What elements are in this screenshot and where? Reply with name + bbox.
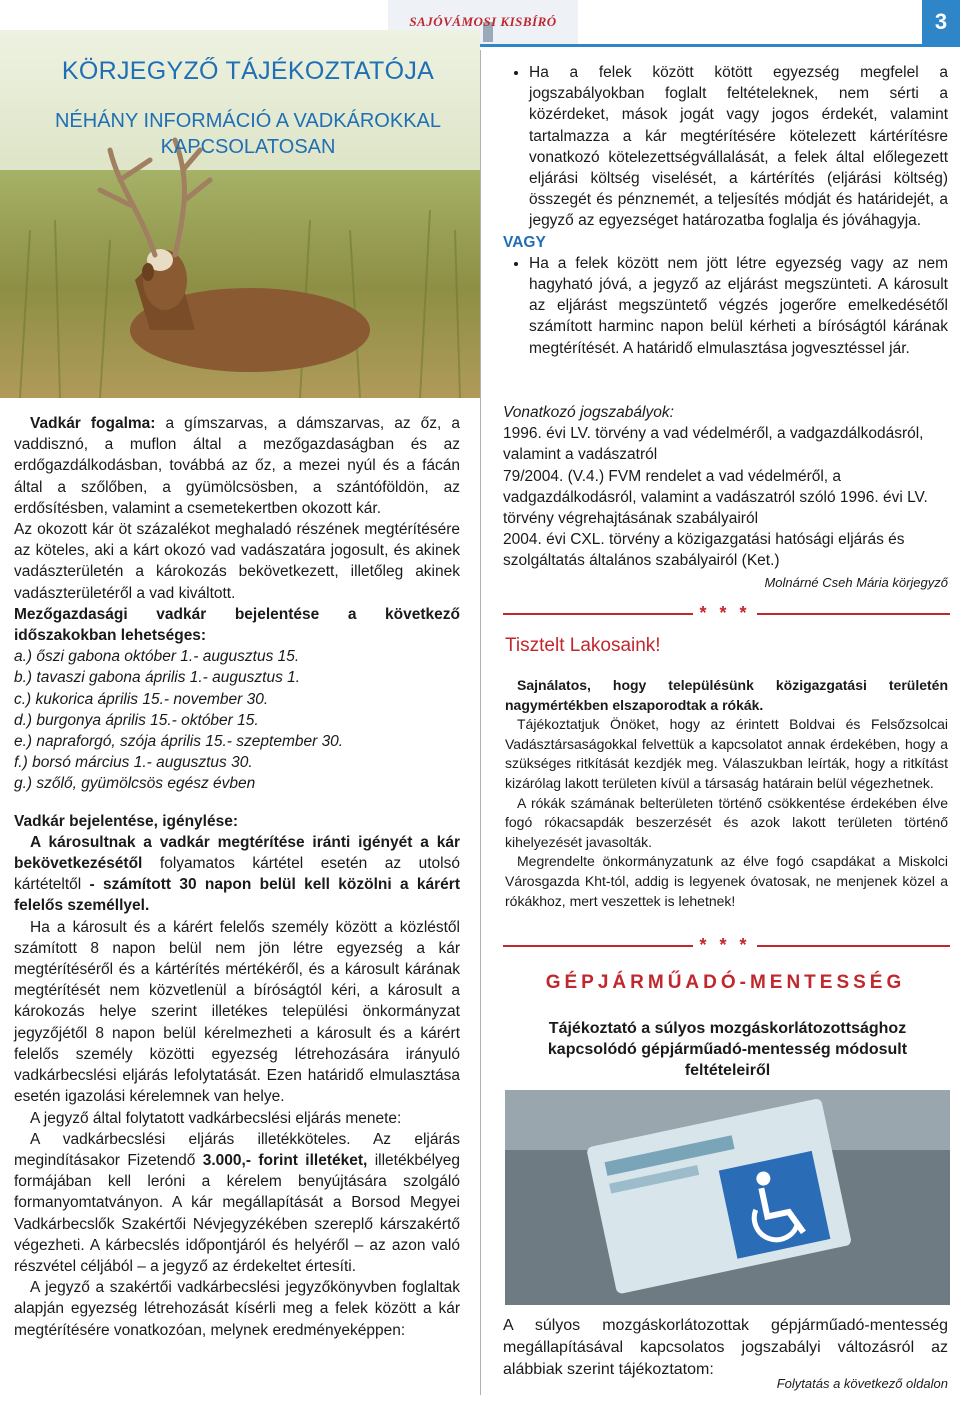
outcome-list-2 bbox=[503, 253, 948, 359]
fee-text-c: illetékbélyeg formájában kell leróni a kérelem benyújtására szolgáló formanyomtatványon. A kár megállapítását a Borsod Megyei Vadkárbecslők Szakértői Névjegyzékében szereplő kárszakértő végezheti. A kárbecslés időpontjáról és helyéről – az azon való részvétel céljából – a jegyző az érdekeltet értesíti. bbox=[14, 1151, 460, 1275]
period-item: a.) őszi gabona október 1.- augusztus 15. bbox=[14, 648, 300, 666]
signature: Molnárné Cseh Mária körjegyző bbox=[764, 574, 948, 590]
left-column-text bbox=[14, 413, 460, 1341]
claim-text-a: A károsultnak a vadkár megtérítése iránti igényét a kár bekövetkezésétől bbox=[14, 833, 460, 873]
vehicle-tax-subtitle: Tájékoztató a súlyos mozgáskorlátozottsághoz kapcsolódó gépjárműadó-mentesség módosult feltételeiről bbox=[547, 1020, 908, 1079]
periods-heading: Mezőgazdasági vadkár bejelentése a következő időszakokban lehetséges: bbox=[14, 605, 460, 645]
outcome-terminated: • Ha a felek között nem jött létre egyezség vagy az nem hagyható jóvá, a jegyző az eljárást megszünteti. A károsult az eljárást megszüntető végzés jogerőre emelkedésétől számított harminc napon belül kérheti a bíróságtól kárának megtérítését. A határidő elmulasztása jogvesztéssel jár. bbox=[529, 253, 948, 359]
or-label: VAGY bbox=[503, 233, 546, 251]
separator-stars: * * * bbox=[699, 603, 751, 623]
claim-text-b: folyamatos kártétel esetén az utolsó kártételtől bbox=[14, 855, 460, 894]
laws-heading: Vonatkozó jogszabályok: bbox=[503, 404, 674, 421]
fox-notice bbox=[505, 676, 948, 911]
fox-paragraph: Tájékoztatjuk Önöket, hogy az érintett Boldvai és Felsőzsolcai Vadásztársaságokkal felvettük a kapcsolatot annak érdekében, hogy a szükséges ritkítását kezdjék meg. Válaszukban leírták, hogy a ritkítást kizárólag lakott területen kívül a társaság határain belül végezhetnek. bbox=[505, 716, 948, 791]
law-item: 1996. évi LV. törvény a vad védelméről, a vadgazdálkodásról, valamint a vadászatról bbox=[503, 425, 924, 464]
period-item: c.) kukorica április 15.- november 30. bbox=[14, 690, 269, 708]
separator-stars: * * * bbox=[699, 935, 751, 955]
claim-paragraph bbox=[14, 832, 460, 917]
greeting-heading: Tisztelt Lakosaink! bbox=[505, 635, 661, 656]
laws-block bbox=[503, 402, 948, 593]
procedure-heading: A jegyző által folytatott vadkárbecslési eljárás menete: bbox=[30, 1109, 402, 1127]
period-item: e.) napraforgó, szója április 15.- szeptember 30. bbox=[14, 733, 344, 751]
continued-note: Folytatás a következő oldalon bbox=[776, 1376, 948, 1391]
procedure-paragraph: Ha a károsult és a kárért felelős személy között a közléstől számított 8 napon belül nem jön létre egyezség a kár megtérítéséről és a kártérítés mértékéről, és a károsult kárának megtérítését nem közvetlenül a bíróságtól kéri, a károsult a károkozás helye szerint illetékes települési önkormányzat jegyzőjétől 8 napon belül kérelmezheti a károsult és a kárért felelős személy közötti egyezség létrehozására irányuló vadkárbecslési eljárás lefolytatását. Ezen határidő elmulasztása esetén igazolási kérelemnek van helye. bbox=[14, 918, 460, 1106]
claim-heading: Vadkár bejelentése, igénylése: bbox=[14, 812, 239, 830]
separator-right bbox=[757, 945, 950, 947]
separator-right bbox=[757, 613, 950, 615]
period-item: d.) burgonya április 15.- október 15. bbox=[14, 711, 259, 729]
subtitle-line-1: NÉHÁNY INFORMÁCIÓ A VADKÁROKKAL bbox=[54, 110, 442, 132]
definition-paragraph bbox=[14, 413, 460, 519]
separator-left bbox=[503, 613, 693, 615]
fee-text-a: A vadkárbecslési eljárás illetékköteles. Az eljárás megindításakor Fizetendő bbox=[14, 1130, 460, 1169]
vehicle-tax-text: A súlyos mozgáskorlátozottak gépjárműadó-mentesség megállapításával kapcsolatos jogszabályi változásról az alábbiak szerint tájékoztatom: bbox=[503, 1317, 948, 1378]
period-item: b.) tavaszi gabona április 1.- augusztus 1. bbox=[14, 669, 301, 687]
header-rule bbox=[578, 44, 960, 47]
periods-list bbox=[14, 646, 460, 794]
right-column-outcomes bbox=[503, 62, 948, 359]
law-item: 2004. évi CXL. törvény a közigazgatási hatósági eljárás és szolgáltatás általános szabályairól (Ket.) bbox=[503, 531, 905, 570]
definition-label: Vadkár fogalma: bbox=[30, 415, 156, 432]
law-item: 79/2004. (V.4.) FVM rendelet a vad védelméről, a vadgazdálkodásról, valamint a vadászatról szóló 1996. évi LV. törvény végrehajtásának szabályairól bbox=[503, 467, 928, 528]
period-item: f.) borsó március 1.- augusztus 30. bbox=[14, 754, 253, 772]
claim-text-c: - számított 30 napon belül kell közölni a kárért felelős személlyel. bbox=[14, 876, 460, 915]
article-subtitle bbox=[28, 108, 468, 160]
masthead-title: SAJÓVÁMOSI KISBÍRÓ bbox=[409, 14, 557, 29]
page-number: 3 bbox=[922, 0, 960, 44]
period-item: g.) szőlő, gyümölcsös egész évben bbox=[14, 775, 256, 793]
liability-paragraph: Az okozott kár öt százalékot meghaladó részének megtérítésére az köteles, aki a kárt okozó vad vadászatára jogosult, és akinek vadászterületén a károkozás bekövetkezett, illetőleg akinek vadászterületéről a vad kiváltott. bbox=[14, 521, 460, 602]
fox-paragraph: A rókák számának belterületen történő csökkentése érdekében élve fogó rókacsapdák beszerzését és azok lakott területen történő kihelyezését javasolták. bbox=[505, 794, 948, 850]
vehicle-tax-title: GÉPJÁRMŰADÓ-MENTESSÉG bbox=[545, 972, 906, 993]
parking-permit-photo bbox=[505, 1090, 950, 1305]
definition-text: a gímszarvas, a dámszarvas, az őz, a vaddisznó, a muflon által a mezőgazdaságban és az erdőgazdálkodásban, továbbá az őz, a mezei nyúl és a fácán által a szőlőben, a gyümölcsösben, a szántóföldön, az erdősítésben, valamint a csemetekertben okozott kár. bbox=[14, 415, 460, 517]
article-title: KÖRJEGYZŐ TÁJÉKOZTATÓJA bbox=[61, 57, 435, 85]
fee-amount: 3.000,- forint illetéket, bbox=[202, 1151, 368, 1169]
settlement-paragraph: A jegyző a szakértői vadkárbecslési jegyzőkönyvben foglaltak alapján egyezség létrehozását kísérli meg a felek között a kár megtérítésére vonatkozóan, melynek eredményeképpen: bbox=[14, 1279, 460, 1339]
separator-left bbox=[503, 945, 693, 947]
outcome-approved: • Ha a felek között kötött egyezség megfelel a jogszabályokban foglalt feltételeknek, nem sérti a közérdeket, mások jogát vagy jogos érdekét, valamint tartalmazza a kár megtérítésére kötelezett kártérítésre vonatkozó kötelezettségvállalását, a felek által előlegezett eljárási költség viselését, a kártérítés (eljárási költség) összegét és pénznemét, a teljesítés módját és határidejét, a jegyző az egyezséget határozatba foglalja és jóváhagyja. bbox=[529, 62, 948, 232]
fee-paragraph bbox=[14, 1129, 460, 1277]
outcome-list bbox=[503, 62, 948, 232]
subtitle-line-2: KAPCSOLATOSAN bbox=[160, 136, 336, 158]
fox-paragraph: Megrendelte önkormányzatunk az élve fogó csapdákat a Miskolci Városgazda Kht-tól, addig is legyenek óvatosak, ne menjenek közel a rókákhoz, mert veszettek is lehetnek! bbox=[505, 853, 948, 909]
fox-headline: Sajnálatos, hogy településünk közigazgatási területén nagymértékben elszaporodtak a rókák. bbox=[505, 677, 948, 713]
column-divider bbox=[480, 50, 481, 1395]
